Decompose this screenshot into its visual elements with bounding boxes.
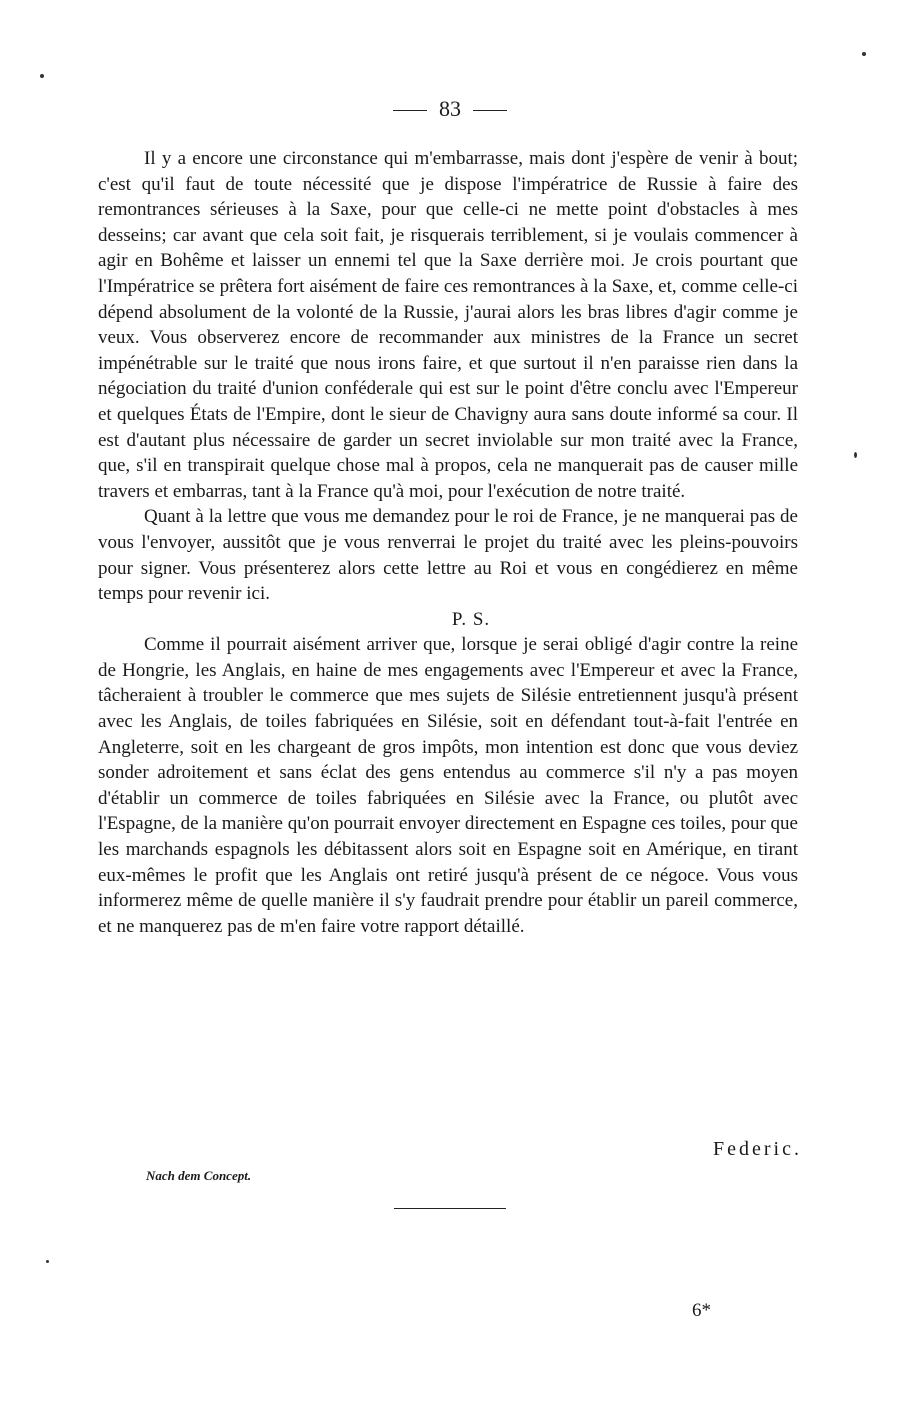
right-dash xyxy=(473,110,507,111)
page-number: 83 xyxy=(439,96,461,121)
page-number-header xyxy=(0,96,900,122)
body-text xyxy=(98,146,798,939)
section-divider xyxy=(394,1208,506,1209)
scan-speck xyxy=(862,52,866,56)
paragraph-2: Quant à la lettre que vous me demandez pour le roi de France, je ne manquerai pas de vous l'envoyer, aussitôt que je vous renverrai le projet du traité avec les pleins-pouvoirs pour signer. Vous présenterez alors cette lettre au Roi et vous en congédierez en même temps pour revenir ici. xyxy=(98,506,798,605)
signature-mark: 6* xyxy=(692,1300,711,1321)
scan-speck xyxy=(40,74,44,78)
signature: Federic. xyxy=(713,1138,802,1160)
scan-speck xyxy=(46,1260,49,1263)
scan-speck xyxy=(854,452,857,458)
postscript-paragraph: Comme il pourrait aisément arriver que, lorsque je serai obligé d'agir contre la reine de Hongrie, les Anglais, en haine de mes engagements avec l'Empereur et avec la France, tâcheraient à troubler le commerce que mes sujets de Silésie entretiennent jusqu'à présent avec les Anglais, de toiles fabriquées en Silésie, soit en défendant tout-à-fait l'entrée en Angleterre, soit en les chargeant de gros impôts, mon intention est donc que vous deviez sonder adroitement et sans éclat des gens entendus au commerce s'il n'y a pas moyen d'établir un commerce de toiles fabriquées en Silésie avec la France, ou plutôt avec l'Espagne, de la manière qu'on pourrait envoyer directement en Espagne ces toiles, pour que les marchands espagnols les débitassent alors soit en Espagne soit en Amérique, en tirant eux-mêmes le profit que les Anglais ont retiré jusqu'à présent de ce négoce. Vous vous informerez même de quelle manière il s'y faudrait prendre pour établir un pareil commerce, et ne manquerez pas de m'en faire votre rapport détaillé. xyxy=(98,634,798,937)
paragraph-1: Il y a encore une circonstance qui m'embarrasse, mais dont j'espère de venir à bout; c'est qu'il faut de toute nécessité que je dispose l'impératrice de Russie à faire des remontrances sérieuses à la Saxe, pour que celle-ci ne mette point d'obstacles à mes desseins; car avant que cela soit fait, je risquerais terriblement, si je voulais commencer à agir en Bohême et laisser un ennemi tel que la Saxe derrière moi. Je crois pourtant que l'Impératrice se prêtera fort aisément de faire ces remontrances à la Saxe, et, comme celle-ci dépend absolument de la volonté de la Russie, j'aurai alors les bras libres d'agir comme je veux. Vous observerez encore de recommander aux ministres de la France un secret impénétrable sur le traité que nous irons faire, et que surtout il n'en paraisse rien dans la négociation du traité d'union conféderale qui est sur le point d'être conclu avec l'Empereur et quelques États de l'Empire, dont le sieur de Chavigny aura sans doute informé sa cour. Il est d'autant plus nécessaire de garder un secret inviolable sur mon traité avec la France, que, s'il en transpirait quelque chose mal à propos, cela ne manquerait pas de causer mille travers et embarras, tant à la France qu'à moi, pour l'exécution de notre traité. xyxy=(98,148,798,502)
source-note: Nach dem Concept. xyxy=(146,1168,252,1183)
left-dash xyxy=(393,110,427,111)
postscript-heading: P. S. xyxy=(451,608,491,630)
